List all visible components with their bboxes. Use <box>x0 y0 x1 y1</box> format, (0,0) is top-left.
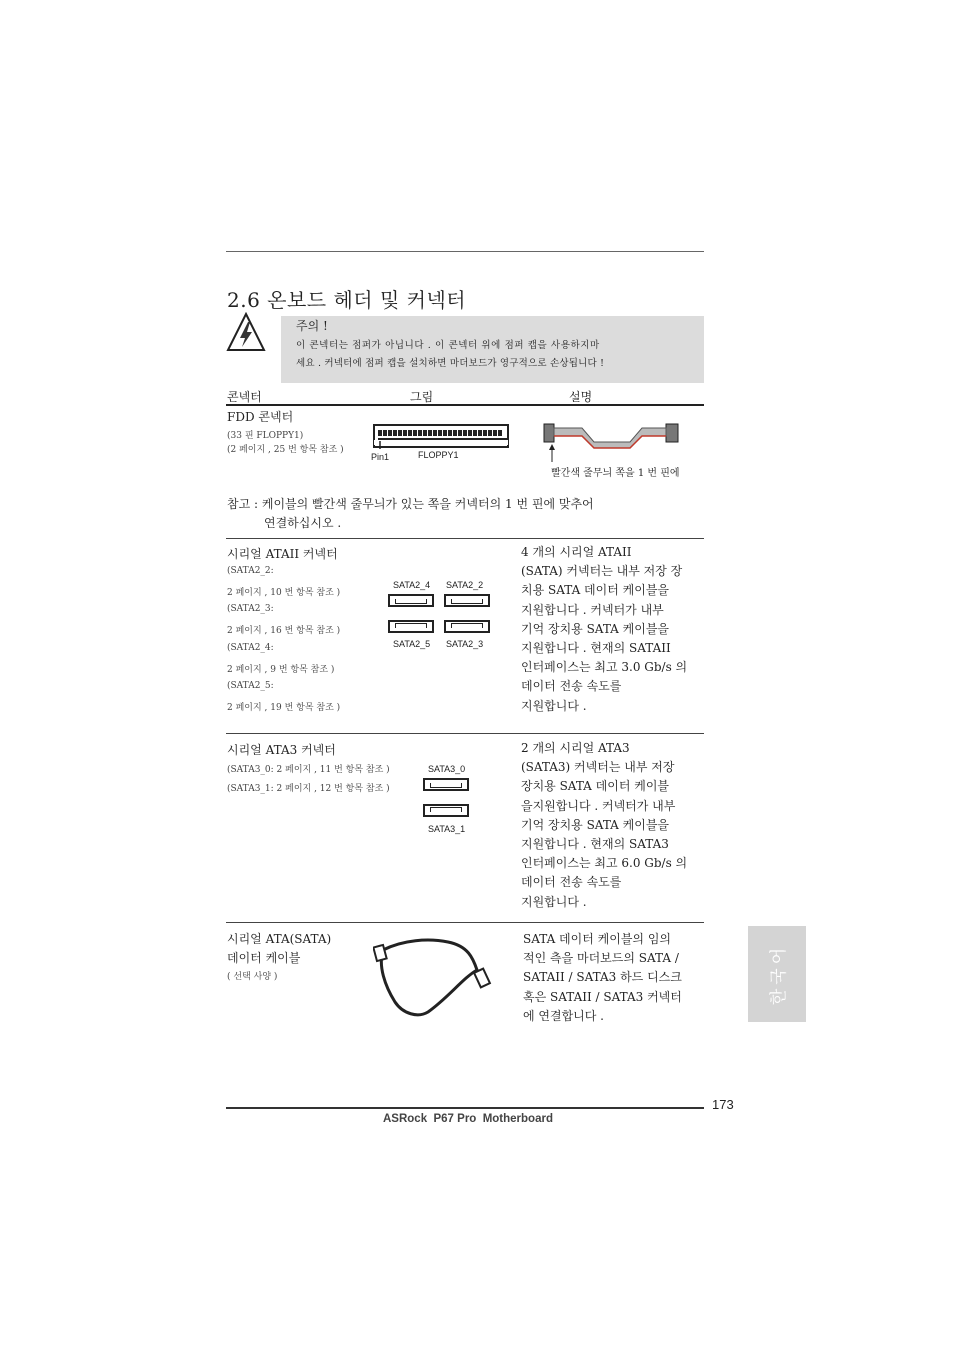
desc-line: 지원합니다 . 현재의 SATAII <box>521 641 671 656</box>
sata2-ref: (SATA2_5: <box>227 681 274 691</box>
desc-line: SATA 데이터 케이블의 임의 <box>523 932 672 946</box>
sata2-5-label: SATA2_5 <box>393 639 431 649</box>
sata2-ref: (SATA2_3: <box>227 604 274 614</box>
desc-line: 장치용 SATA 데이터 케이블 <box>521 779 670 794</box>
sata3-ref: (SATA3_0: 2 페이지 , 11 번 항목 참조 ) <box>227 765 390 775</box>
caution-line-1: 이 콘넥터는 점퍼가 아닙니다 . 이 콘넥터 위에 점퍼 캡을 사용하지마 <box>296 340 600 351</box>
desc-line: 적인 측을 마더보드의 SATA / <box>523 951 679 966</box>
desc-line: 을지원합니다 . 커넥터가 내부 <box>521 798 676 813</box>
desc-line: 인터페이스는 최고 3.0 Gb/s 의 <box>521 660 688 675</box>
desc-line: 기억 장치용 SATA 케이블을 <box>521 621 670 636</box>
header-figure: 그림 <box>410 390 434 404</box>
caution-heading: 주의 ! <box>296 319 328 333</box>
desc-line: 지원합니다 . <box>521 698 587 713</box>
desc-line: 지원합니다 . <box>521 894 587 909</box>
rule-after-sata2 <box>226 733 704 734</box>
sata2-2-label: SATA2_2 <box>446 580 484 590</box>
sata2-title: 시리얼 ATAII 커넥터 <box>227 547 338 561</box>
sata2-description <box>521 543 706 716</box>
desc-line: 기억 장치용 SATA 케이블을 <box>521 817 670 832</box>
sata3-0-port <box>423 778 469 791</box>
warning-triangle-icon <box>226 312 266 354</box>
sata2-ref: 2 페이지 , 16 번 항목 참조 ) <box>227 626 341 636</box>
floppy-pin1-label: Pin1 <box>371 452 390 462</box>
floppy-header-diagram <box>372 423 510 449</box>
floppy-name-label: FLOPPY1 <box>418 450 459 460</box>
sata2-5-port <box>388 620 434 633</box>
desc-line: SATAII / SATA3 하드 디스크 <box>523 970 682 985</box>
header-rule <box>226 404 704 406</box>
sata3-description <box>521 739 706 912</box>
sata3-ref: (SATA3_1: 2 페이지 , 12 번 항목 참조 ) <box>227 784 390 794</box>
sata2-3-port <box>444 620 490 633</box>
page-number: 173 <box>712 1097 734 1112</box>
header-connector: 콘넥터 <box>227 390 262 404</box>
sata3-title: 시리얼 ATA3 커넥터 <box>227 743 336 757</box>
floppy-cable-image <box>542 420 682 464</box>
sata3-0-label: SATA3_0 <box>428 764 466 774</box>
cable-title-2: 데이터 케이블 <box>227 951 301 965</box>
cable-description <box>523 930 708 1026</box>
desc-line: 4 개의 시리얼 ATAII <box>521 545 632 559</box>
desc-line: 데이터 전송 속도를 <box>521 679 622 694</box>
fdd-note-line-2: 연결하십시오 . <box>264 516 342 530</box>
rule-after-sata3 <box>226 922 704 923</box>
sata2-2-port <box>444 594 490 607</box>
footer-rule <box>226 1107 704 1109</box>
sata2-ref: 2 페이지 , 9 번 항목 참조 ) <box>227 665 335 675</box>
fdd-ref-2: (2 페이지 , 25 번 항목 참조 ) <box>227 445 344 455</box>
desc-line: 데이터 전송 속도를 <box>521 875 622 890</box>
sata2-4-label: SATA2_4 <box>393 580 431 590</box>
header-description: 설명 <box>569 390 593 404</box>
desc-line: 인터페이스는 최고 6.0 Gb/s 의 <box>521 856 688 871</box>
rule-after-fdd <box>226 538 704 539</box>
sata2-3-label: SATA2_3 <box>446 639 484 649</box>
desc-line: 지원합니다 . 커넥터가 내부 <box>521 602 664 617</box>
sata3-1-label: SATA3_1 <box>428 824 466 834</box>
footer-product: ASRock P67 Pro Motherboard <box>383 1113 553 1125</box>
floppy-cable-caption: 빨간색 줄무늬 쪽을 1 번 핀에 <box>551 468 680 479</box>
desc-line: 혹은 SATAII / SATA3 커넥터 <box>523 989 682 1004</box>
sata3-1-port <box>423 804 469 817</box>
desc-line: 2 개의 시리얼 ATA3 <box>521 741 630 755</box>
caution-line-2: 세요 . 커넥터에 점퍼 캡을 설치하면 마더보드가 영구적으로 손상됩니다 ! <box>296 358 605 369</box>
desc-line: (SATA3) 커넥터는 내부 저장 <box>521 760 675 775</box>
sata2-ref: (SATA2_2: <box>227 566 274 576</box>
desc-line: (SATA) 커넥터는 내부 저장 장 <box>521 564 683 579</box>
fdd-ref-1: (33 핀 FLOPPY1) <box>227 431 304 441</box>
sata-cable-image <box>373 936 498 1022</box>
desc-line: 치용 SATA 데이터 케이블을 <box>521 583 670 598</box>
top-rule <box>226 251 704 252</box>
sata2-ref: 2 페이지 , 10 번 항목 참조 ) <box>227 588 341 598</box>
sata2-4-port <box>388 594 434 607</box>
desc-line: 에 연결합니다 . <box>523 1008 604 1023</box>
sata2-ref: (SATA2_4: <box>227 643 274 653</box>
cable-note: ( 선택 사양 ) <box>227 972 278 982</box>
sata2-ref: 2 페이지 , 19 번 항목 참조 ) <box>227 703 341 713</box>
language-side-tab <box>748 926 806 1022</box>
language-side-tab-label: 한국어 <box>769 943 790 1005</box>
fdd-note-line-1: 참고 : 케이블의 빨간색 줄무늬가 있는 쪽을 커넥터의 1 번 핀에 맞추어 <box>227 497 594 511</box>
cable-title-1: 시리얼 ATA(SATA) <box>227 932 332 946</box>
section-title: 2.6 온보드 헤더 및 커넥터 <box>227 288 467 312</box>
desc-line: 지원합니다 . 현재의 SATA3 <box>521 837 669 852</box>
fdd-title: FDD 콘넥터 <box>227 410 294 424</box>
